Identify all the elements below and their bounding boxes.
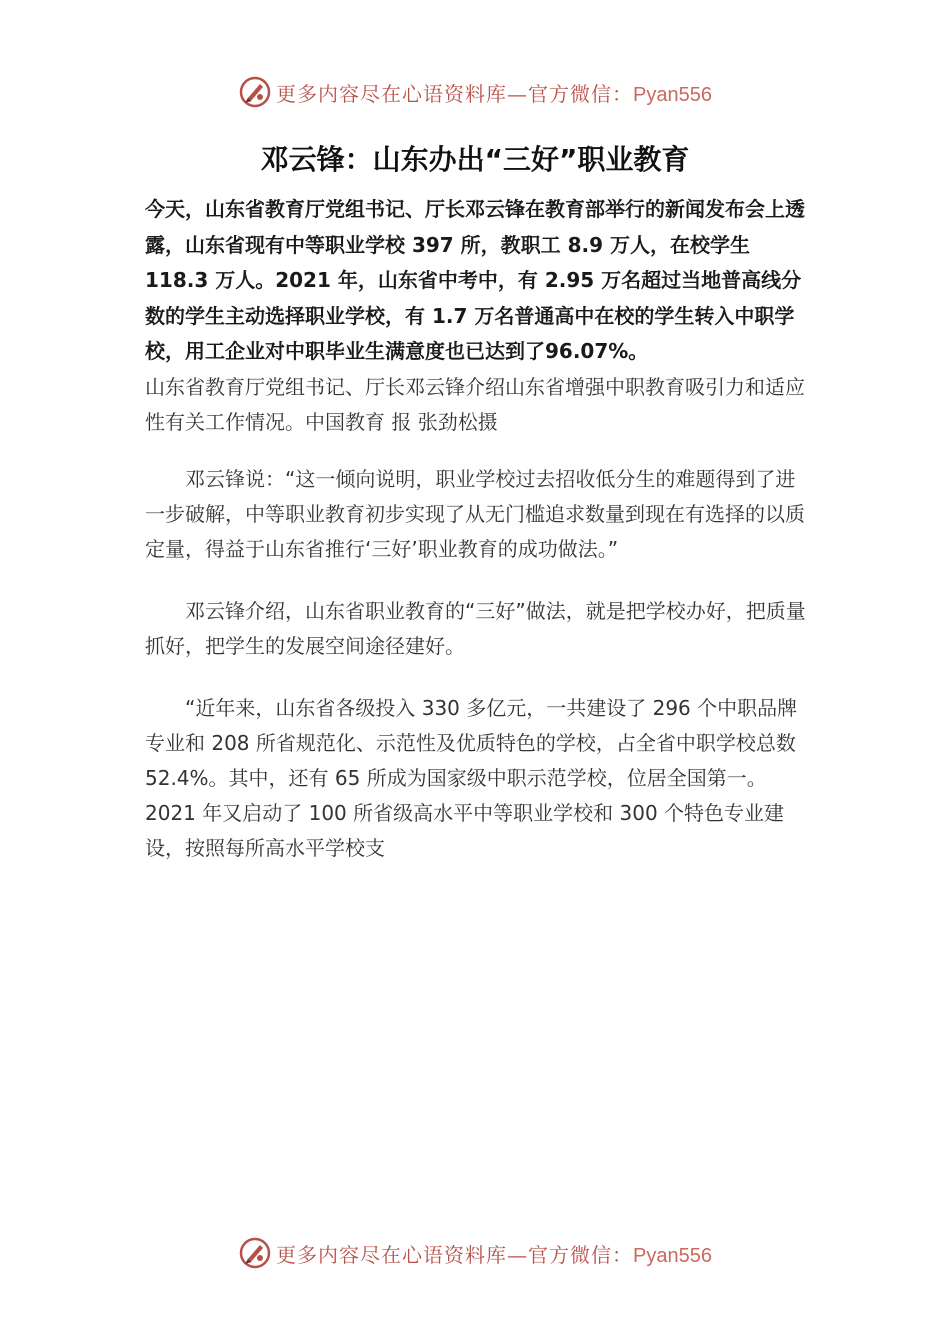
body-paragraph-2: 邓云锋介绍，山东省职业教育的“三好”做法，就是把学校办好，把质量抓好，把学生的发展空间途径建好。 (145, 598, 806, 658)
banner-text: 更多内容尽在心语资料库—官方微信：Pyan556 (276, 81, 712, 106)
logo-icon (238, 1236, 272, 1270)
article-body (145, 192, 810, 893)
article-title: 邓云锋：山东办出“三好”职业教育 (260, 143, 690, 176)
photo-caption: 山东省教育厅党组书记、厅长邓云锋介绍山东省增强中职教育吸引力和适应性有关工作情况。中国教育 报 张劲松摄 (145, 374, 805, 434)
wechat-id: Pyan556 (633, 1244, 712, 1267)
banner-text: 更多内容尽在心语资料库—官方微信：Pyan556 (276, 1242, 712, 1267)
body-paragraph-1: 邓云锋说：“这一倾向说明，职业学校过去招收低分生的难题得到了进一步破解，中等职业教育初步实现了从无门槛追求数量到现在有选择的以质定量，得益于山东省推行‘三好’职业教育的成功做法。” (145, 466, 805, 561)
body-paragraph-3: “近年来，山东省各级投入 330 多亿元，一共建设了 296 个中职品牌专业和 208 所省规范化、示范性及优质特色的学校，占全省中职学校总数 52.4%。其中，还有 65 所成为国家级中职示范学校，位居全国第一。2021 年又启动了 100 所省级高水平中等职业学校和 300 个特色专业建设，按照每所高水平学校支 (145, 695, 798, 860)
lead-paragraph: 今天，山东省教育厅党组书记、厅长邓云锋在教育部举行的新闻发布会上透露，山东省现有中等职业学校 397 所，教职工 8.9 万人，在校学生 118.3 万人。2021 年，山东省中考中，有 2.95 万名超过当地普高线分数的学生主动选择职业学校，有 1.7 万名普通高中在校的学生转入中职学校，用工企业对中职毕业生满意度也已达到了96.07%。 (145, 197, 805, 363)
footer-banner (0, 1233, 950, 1273)
wechat-id: Pyan556 (633, 83, 712, 106)
header-banner (0, 72, 950, 112)
logo-icon (238, 75, 272, 109)
